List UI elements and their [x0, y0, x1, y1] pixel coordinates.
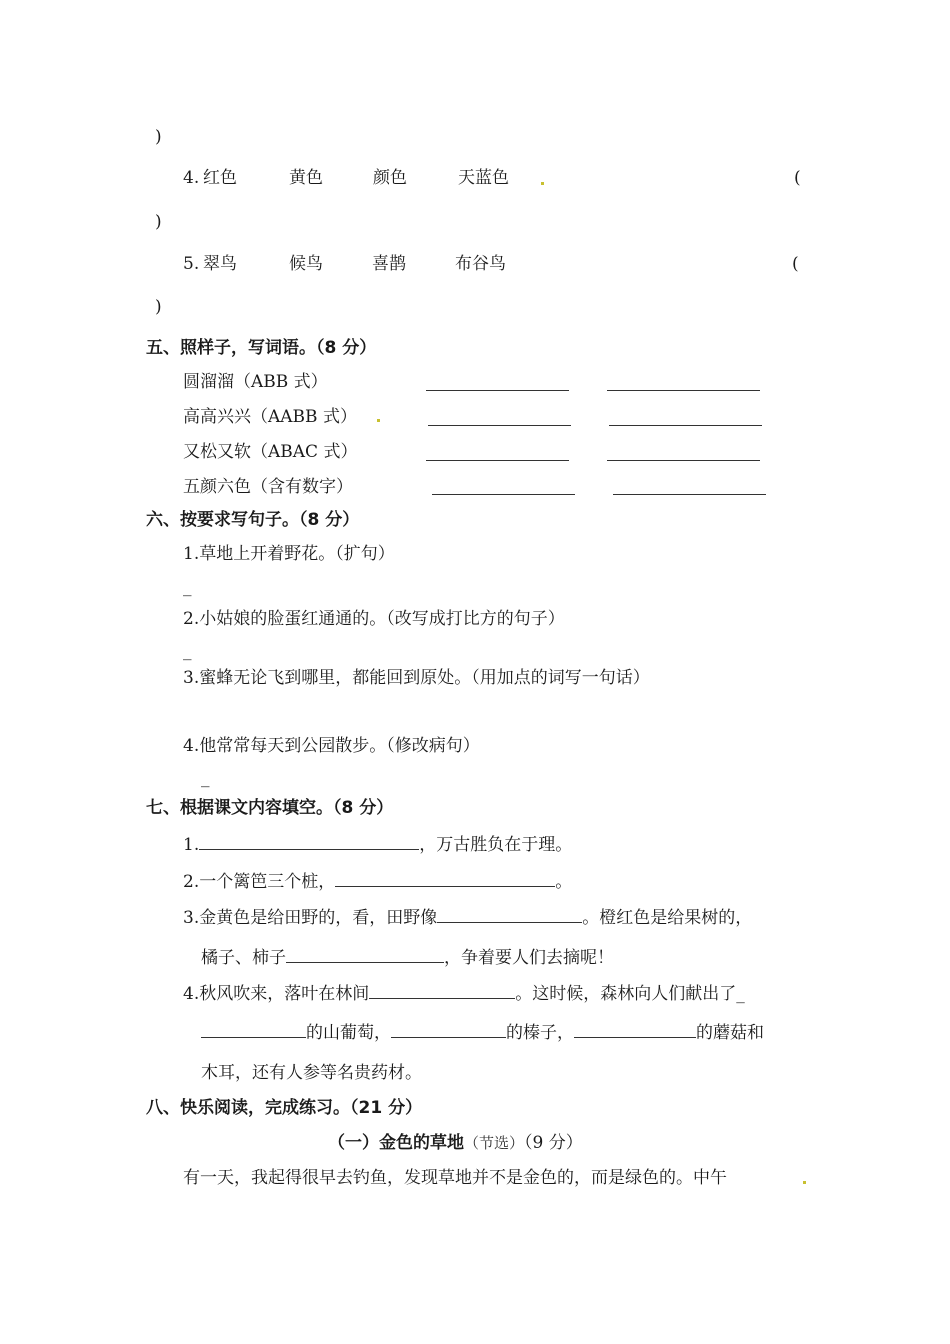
paren-close-5: ) [155, 297, 162, 317]
s5-blank-3b[interactable] [607, 460, 760, 461]
q4-num: 4. [183, 168, 200, 188]
paren-close-3: ) [155, 127, 162, 147]
s5-blank-4a[interactable] [432, 494, 575, 495]
q5-paren-open: ( [792, 254, 799, 274]
emphasis-dot [377, 419, 380, 422]
s7-q1-blank[interactable] [199, 833, 419, 850]
q4-word-1: 红色 [203, 168, 237, 188]
s7-q3-line2-tail: ，争着要人们去摘呢！ [444, 948, 614, 968]
emphasis-dot [541, 182, 544, 185]
s7-q1-num: 1. [183, 835, 200, 855]
s7-q1 [183, 833, 572, 856]
q5-word-3: 喜鹊 [372, 254, 406, 274]
s5-blank-1b[interactable] [607, 390, 760, 391]
q5-word-1: 翠鸟 [203, 254, 237, 274]
s7-q3-blank-1[interactable] [437, 906, 582, 923]
s7-q4-line2-a: 的山葡萄， [306, 1023, 391, 1043]
paren-close-4: ) [155, 212, 162, 232]
s7-q3-line2 [201, 946, 614, 969]
section7-title: 七、根据课文内容填空。（8 分） [146, 798, 394, 818]
section6-title: 六、按要求写句子。（8 分） [146, 510, 360, 530]
reading-heading [328, 1132, 583, 1154]
s7-q2 [183, 870, 572, 893]
q5-word-2: 候鸟 [289, 254, 323, 274]
s6-item-4: 4.他常常每天到公园散步。（修改病句） [183, 736, 480, 756]
s7-q4-mid: 。这时候，森林向人们献出了 [515, 984, 737, 1004]
s7-q2-blank[interactable] [335, 870, 555, 887]
emphasis-dot [803, 1181, 806, 1184]
s7-q4-line3: 木耳，还有人参等名贵药材。 [201, 1063, 422, 1083]
reading-title: （一）金色的草地 [328, 1133, 464, 1153]
s6-item-3: 3.蜜蜂无论飞到哪里，都能回到原处。（用加点的词写一句话） [183, 668, 650, 688]
s6-blank-2[interactable]: _ [183, 641, 192, 661]
s6-item-2: 2.小姑娘的脸蛋红通通的。（改写成打比方的句子） [183, 609, 565, 629]
passage-line-1: 有一天，我起得很早去钓鱼，发现草地并不是金色的，而是绿色的。中午 [183, 1168, 727, 1188]
section8-title: 八、快乐阅读，完成练习。（21 分） [146, 1098, 423, 1118]
s6-blank-4[interactable]: _ [201, 768, 210, 788]
s7-q3-blank-2[interactable] [286, 946, 444, 963]
s7-q4-blank-3[interactable] [391, 1021, 506, 1038]
s5-blank-4b[interactable] [613, 494, 766, 495]
s5-blank-1a[interactable] [426, 390, 569, 391]
s7-q4-blank-1[interactable] [369, 982, 515, 999]
q4-word-4: 天蓝色 [458, 168, 509, 188]
s7-q3 [183, 906, 752, 929]
reading-score: （9 分） [524, 1133, 583, 1153]
s5-item-1: 圆溜溜（ABB 式） [183, 372, 328, 392]
s7-q3-head: 3.金黄色是给田野的，看，田野像 [183, 908, 438, 928]
s7-q4-line2 [201, 1021, 764, 1044]
q4-paren-open: ( [794, 168, 801, 188]
s5-item-4: 五颜六色（含有数字） [183, 477, 353, 497]
s7-q1-tail: ，万古胜负在于理。 [419, 835, 573, 855]
s7-q3-mid: 。橙红色是给果树的， [582, 908, 753, 928]
s6-item-1: 1.草地上开着野花。（扩句） [183, 544, 395, 564]
s7-q3-line2-head: 橘子、柿子 [201, 948, 286, 968]
s5-item-2: 高高兴兴（AABB 式） [183, 407, 357, 427]
q4-word-2: 黄色 [289, 168, 323, 188]
s7-q4-blank-2[interactable] [201, 1021, 306, 1038]
s5-blank-2a[interactable] [428, 425, 571, 426]
q4-word-3: 颜色 [373, 168, 407, 188]
s7-q4-mid-mark[interactable]: _ [736, 984, 745, 1004]
reading-note: （节选） [464, 1134, 525, 1152]
s7-q4-line2-c: 的蘑菇和 [696, 1023, 764, 1043]
s7-q4-blank-4[interactable] [574, 1021, 696, 1038]
s7-q2-head: 2.一个篱笆三个桩， [183, 872, 336, 892]
section5-title: 五、照样子，写词语。（8 分） [146, 338, 377, 358]
q5-word-4: 布谷鸟 [455, 254, 506, 274]
s5-blank-2b[interactable] [609, 425, 762, 426]
s7-q2-tail: 。 [555, 872, 573, 892]
q5-num: 5. [183, 254, 200, 274]
s6-blank-1[interactable]: _ [183, 577, 192, 597]
s5-blank-3a[interactable] [426, 460, 569, 461]
s5-item-3: 又松又软（ABAC 式） [183, 442, 358, 462]
s7-q4-head: 4.秋风吹来，落叶在林间 [183, 984, 370, 1004]
s7-q4-line2-b: 的榛子， [506, 1023, 574, 1043]
s7-q4 [183, 982, 745, 1005]
